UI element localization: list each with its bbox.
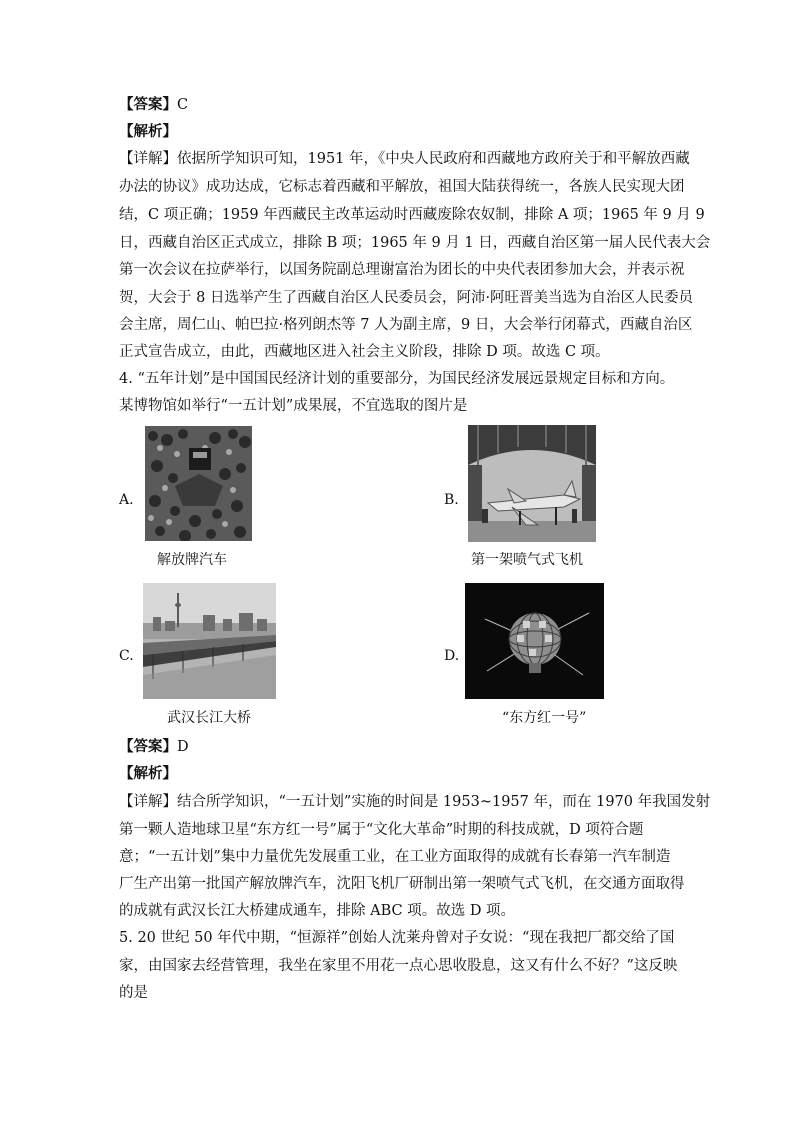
q4-answer-line — [119, 737, 189, 757]
q4-analysis-line: 厂生产出第一批国产解放牌汽车，沈阳飞机厂研制出第一架喷气式飞机，在交通方面取得 — [119, 876, 685, 892]
truck-crowd-photo — [145, 426, 252, 541]
q3-analysis-line: 会主席，周仁山、帕巴拉·格列朗杰等 7 人为副主席，9 日，大会举行闭幕式，西藏自治区 — [119, 317, 693, 333]
bridge-photo — [143, 583, 276, 699]
satellite-photo — [465, 583, 604, 699]
q3-analysis-line: 贺，大会于 8 日选举产生了西藏自治区人民委员会，阿沛·阿旺晋美当选为自治区人民委员 — [119, 290, 694, 306]
q3-analysis-line: 【详解】依据所学知识可知，1951 年，《中央人民政府和西藏地方政府关于和平解放西藏 — [119, 151, 690, 167]
q5-stem-line: 家，由国家去经营管理，我坐在家里不用花一点心思收股息，这又有什么不好？”这反映 — [119, 958, 678, 974]
option-b-letter: B. — [444, 492, 459, 508]
q5-stem-line: 5. 20 世纪 50 年代中期，“恒源祥”创始人沈莱舟曾对子女说：“现在我把厂都交给了国 — [119, 930, 675, 946]
q3-analysis-line: 办法的协议》成功达成，它标志着西藏和平解放，祖国大陆获得统一，各族人民实现大团 — [119, 179, 685, 195]
jet-plane-photo — [468, 425, 596, 542]
option-d-caption: “东方红一号” — [502, 710, 587, 726]
option-a-caption: 解放牌汽车 — [157, 552, 227, 568]
q4-stem-line: 4. “五年计划”是中国国民经济计划的重要部分，为国民经济发展远景规定目标和方向。 — [119, 371, 675, 387]
answer-tag: 【答案】 — [119, 96, 177, 113]
q3-analysis-line: 第一次会议在拉萨举行，以国务院副总理谢富治为团长的中央代表团参加大会，并表示祝 — [119, 262, 685, 278]
q4-analysis-line: 的成就有武汉长江大桥建成通车，排除 ABC 项。故选 D 项。 — [119, 903, 516, 919]
q3-answer-line — [119, 95, 188, 115]
q3-analysis-line: 日，西藏自治区正式成立，排除 B 项；1965 年 9 月 1 日，西藏自治区第一届人民代表大会 — [119, 235, 711, 251]
q4-analysis-line: 【详解】结合所学知识，“一五计划”实施的时间是 1953~1957 年，而在 1970 年我国发射 — [119, 794, 711, 810]
option-d-letter: D. — [444, 648, 460, 664]
answer-tag: 【答案】 — [119, 738, 177, 755]
option-c-caption: 武汉长江大桥 — [167, 710, 251, 726]
q3-analysis-line: 结，C 项正确；1959 年西藏民主改革运动时西藏废除农奴制，排除 A 项；1965 年 9 月 9 — [119, 207, 705, 223]
q4-stem-line: 某博物馆如举行“一五计划”成果展，不宜选取的图片是 — [119, 398, 468, 414]
answer-value: D — [177, 739, 189, 755]
q3-analysis-tag: 【解析】 — [119, 123, 177, 140]
answer-value: C — [177, 97, 189, 113]
q4-analysis-line: 意；“一五计划”集中力量优先发展重工业，在工业方面取得的成就有长春第一汽车制造 — [119, 849, 671, 865]
option-a-letter: A. — [119, 492, 134, 508]
option-b-caption: 第一架喷气式飞机 — [471, 552, 583, 568]
q3-analysis-line: 正式宣告成立，由此，西藏地区进入社会主义阶段，排除 D 项。故选 C 项。 — [119, 344, 610, 360]
q5-stem-line: 的是 — [119, 985, 148, 1001]
q4-analysis-line: 第一颗人造地球卫星“东方红一号”属于“文化大革命”时期的科技成就，D 项符合题 — [119, 822, 644, 838]
q4-analysis-tag: 【解析】 — [119, 765, 177, 782]
option-c-letter: C. — [119, 648, 134, 664]
